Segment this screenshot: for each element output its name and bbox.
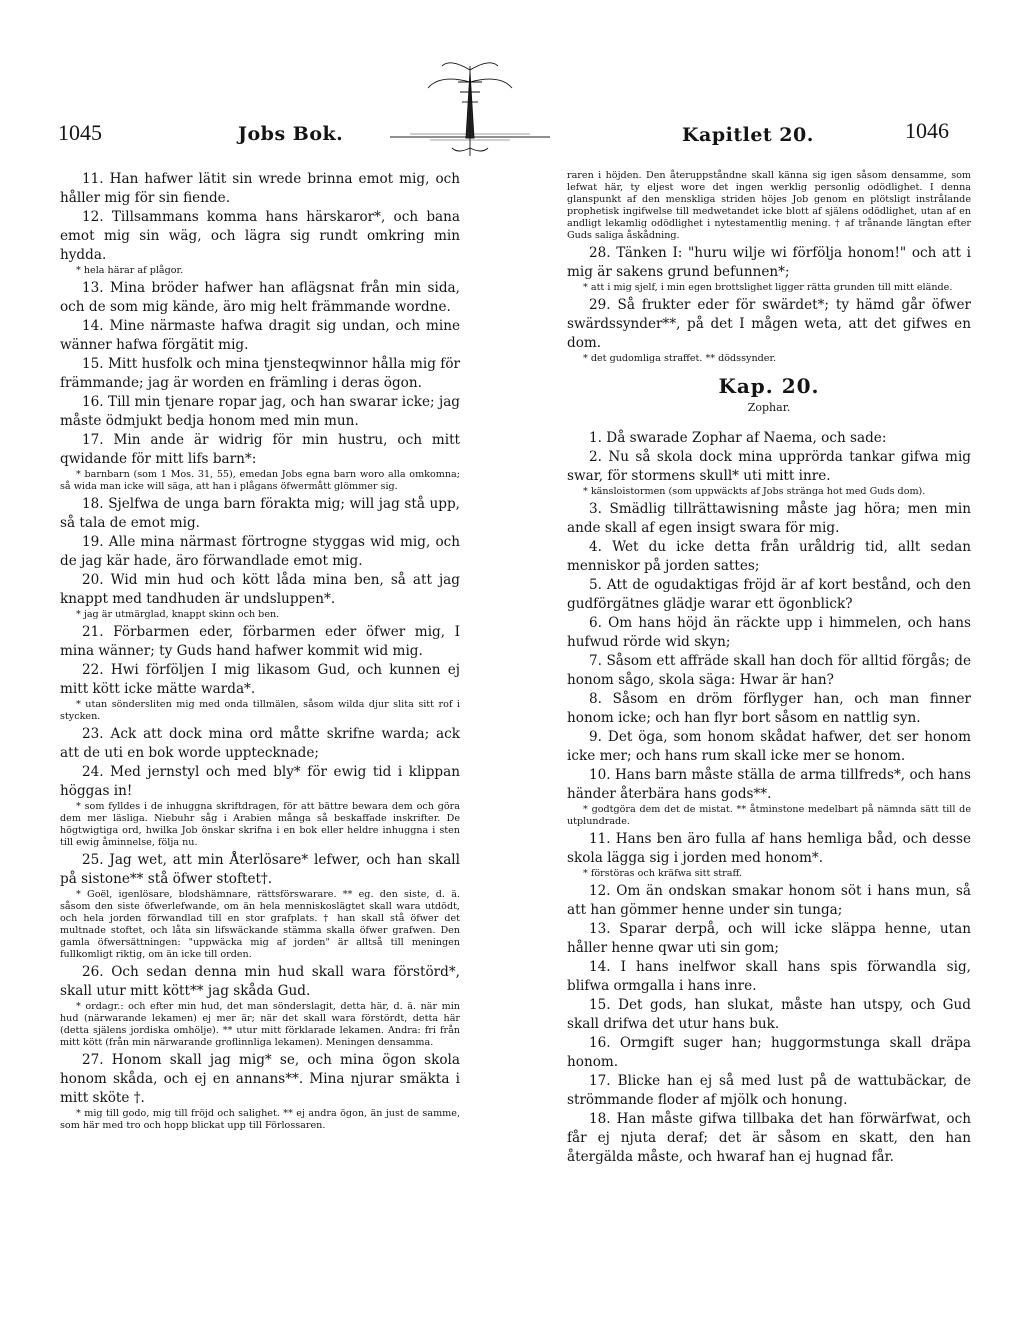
footnote: * mig till godo, mig till fröjd och salighet. ** ej andra ögon, än just de samme, som här med tro och hopp blickat upp till Förlossaren. [60, 1108, 460, 1131]
verse: 14. Mine närmaste hafwa dragit sig undan, och mine wänner hafwa förgätit mig. [60, 318, 460, 353]
verse: 4. Wet du icke detta från uråldrig tid, allt sedan menniskor på jorden sattes; [567, 539, 971, 574]
verse: 8. Såsom en dröm förflyger han, och man finner honom icke; och han flyr bort såsom en nattlig syn. [567, 691, 971, 726]
header-ornament-rule [370, 52, 570, 162]
verse: 23. Ack att dock mina ord måtte skrifne warda; ack att de uti en bok worde upptecknade; [60, 726, 460, 761]
footnote: * utan söndersliten mig med onda tillmälen, såsom wilda djur slita sitt rof i stycken. [60, 699, 460, 722]
verse: 9. Det öga, som honom skådat hafwer, det ser honom icke mer; och hans rum skall icke mer se honom. [567, 729, 971, 764]
verse: 12. Tillsammans komma hans härskaror*, och bana emot mig sin wäg, och lägra sig rundt omkring min hydda. [60, 209, 460, 263]
verse: 15. Mitt husfolk och mina tjensteqwinnor hålla mig för främmande; jag är worden en främling i deras ögon. [60, 356, 460, 391]
verse: 17. Min ande är widrig för min hustru, och mitt qwidande för mitt lifs barn*: [60, 432, 460, 467]
footnote: * barnbarn (som 1 Mos. 31, 55), emedan Jobs egna barn woro alla omkomna; så wida man icke will säga, att han i plågans öfwermått glömmer sig. [60, 469, 460, 492]
verse: 11. Han hafwer lätit sin wrede brinna emot mig, och håller mig för sin fiende. [60, 171, 460, 206]
verse: 18. Sjelfwa de unga barn förakta mig; will jag stå upp, så tala de emot mig. [60, 496, 460, 531]
verse: 17. Blicke han ej så med lust på de wattubäckar, de strömmande floder af mjölk och honung. [567, 1073, 971, 1108]
verse: 16. Till min tjenare ropar jag, och han swarar icke; jag måste ödmjukt bedja honom med min mun. [60, 394, 460, 429]
verse: 28. Tänken I: "huru wilje wi förfölja honom!" och att i mig är sakens grund befunnen*; [567, 245, 971, 280]
verse: 14. I hans inelfwor skall hans spis förwandla sig, blifwa ormgalla i hans inre. [567, 959, 971, 994]
verse: 10. Hans barn måste ställa de arma tillfreds*, och hans händer återbära hans gods**. [567, 767, 971, 802]
page-header [0, 0, 1024, 165]
left-running-title: Jobs Bok. [238, 123, 344, 145]
verse: 15. Det gods, han slukat, måste han utspy, och Gud skall drifwa det utur hans buk. [567, 997, 971, 1032]
verse: 6. Om hans höjd än räckte upp i himmelen, och hans hufwud rörde wid skyn; [567, 615, 971, 650]
chapter-speaker: Zophar. [747, 401, 791, 414]
verse: 19. Alle mina närmast förtrogne styggas wid mig, och de jag kär hade, äro förwandlade emot mig. [60, 534, 460, 569]
footnote: * det gudomliga straffet. ** dödssynder. [583, 353, 777, 364]
left-text-column [60, 170, 460, 1134]
verse: 22. Hwi förföljen I mig likasom Gud, och kunnen ej mitt kött icke mätte warda*. [60, 662, 460, 697]
verse: 7. Såsom ett affräde skall han doch för alltid förgås; de honom sågo, skola säga: Hwar är han? [567, 653, 971, 688]
left-page-number: 1045 [58, 120, 102, 145]
right-running-title: Kapitlet 20. [682, 124, 814, 146]
footnote: raren i höjden. Den återuppståndne skall känna sig igen såsom densamme, som lefwat här, ty eljest wore det ingen werklig personlig odödlighet. I denna glanspunkt af den menskliga striden höjes Job genom en plötsligt instrålande prophetisk ingifwelse till medwetandet icke blott af själens odödlighet, utan af en andligt lekamlig odödlighet i nytestamentlig mening. † af trånande längtan efter Guds saliga åskådning. [567, 170, 971, 241]
verse: 13. Sparar derpå, och will icke släppa henne, utan håller henne qwar uti sin gom; [567, 921, 971, 956]
verse: 24. Med jernstyl och med bly* för ewig tid i klippan höggas in! [60, 764, 460, 799]
footnote: * jag är utmärglad, knappt skinn och ben. [76, 609, 280, 620]
footnote: * förstöras och kräfwa sitt straff. [583, 868, 742, 879]
verse: 3. Smädlig tillrättawisning måste jag höra; men min ande skall af egen insigt swara för mig. [567, 501, 971, 536]
verse: 1. Då swarade Zophar af Naema, och sade: [589, 430, 887, 446]
chapter-heading: Kap. 20. [718, 374, 820, 398]
verse: 2. Nu så skola dock mina upprörda tankar gifwa mig swar, för stormens skull* uti mitt inre. [567, 449, 971, 484]
verse: 16. Ormgift suger han; huggormstunga skall dräpa honom. [567, 1035, 971, 1070]
footnote: * hela härar af plågor. [76, 265, 184, 276]
verse: 25. Jag wet, att min Återlösare* lefwer, och han skall på sistone** stå öfwer stoftet†. [60, 852, 460, 887]
footnote: * Goël, igenlösare, blodshämnare, rättsförswarare. ** eg. den siste, d. ä. såsom den siste öfwerlefwande, om än hela menniskoslägtet skall wara utdödt, och hela jorden förwandlad till en stor grafplats. † han skall stå öfwer det multnade stoftet, och låta sin lifswäckande stämma skalla öfwer grafwen. Den gamla öfwersättningen: "uppwäcka mig af jorden" är alltså till meningen fullkomligt riktig, om än icke till orden. [60, 889, 460, 960]
footnote: * som fylldes i de inhuggna skriftdragen, för att bättre bewara dem och göra dem mer läsliga. Niebuhr såg i Arabien många så beskaffade inskrifter. De högtwigtiga ord, hwilka Job önskar skrifna i en bok eller heldre inhuggna i sten till ewig åminnelse, följa nu. [60, 801, 460, 848]
footnote: * att i mig sjelf, i min egen brottslighet ligger rätta grunden till mitt elände. [583, 282, 953, 293]
verse: 11. Hans ben äro fulla af hans hemliga båd, och desse skola lägga sig i jorden med honom*. [567, 831, 971, 866]
right-text-column [567, 170, 971, 1167]
verse: 29. Så frukter eder för swärdet*; ty hämd går öfwer swärdssynder**, på det I mågen weta, att det gifwes en dom. [567, 297, 971, 351]
verse: 27. Honom skall jag mig* se, och mina ögon skola honom skåda, och ej en annans**. Mina njurar smäkta i mitt sköte †. [60, 1052, 460, 1106]
footnote: * ordagr.: och efter min hud, det man sönderslagit, detta här, d. ä. när min hud (närwarande lekamen) ej mer är; när det skall wara förstördt, detta här (detta själens jordiska omhölje). ** utur mitt förklarade lekamen. Andra: fri från mitt kött (från min närwarande groflinnliga lekamen). Meningen densamma. [60, 1001, 460, 1048]
verse: 26. Och sedan denna min hud skall wara förstörd*, skall utur mitt kött** jag skåda Gud. [60, 964, 460, 999]
verse: 13. Mina bröder hafwer han aflägsnat från min sida, och de som mig kände, äro mig helt främmande wordne. [60, 280, 460, 315]
verse: 20. Wid min hud och kött låda mina ben, så att jag knappt med tandhuden är undsluppen*. [60, 572, 460, 607]
footnote: * känsloistormen (som uppwäckts af Jobs stränga hot med Guds dom). [583, 486, 926, 497]
verse: 21. Förbarmen eder, förbarmen eder öfwer mig, I mina wänner; ty Guds hand hafwer kommit wid mig. [60, 624, 460, 659]
verse: 18. Han måste gifwa tillbaka det han förwärfwat, och får ej njuta deraf; det är såsom en skatt, den han återgälda måste, och hwaraf han ej hugnad får. [567, 1111, 971, 1165]
footnote: * godtgöra dem det de mistat. ** åtminstone medelbart på nämnda sätt till de utplundrade. [567, 804, 971, 827]
verse: 12. Om än ondskan smakar honom söt i hans mun, så att han gömmer henne under sin tunga; [567, 883, 971, 918]
verse: 5. Att de ogudaktigas fröjd är af kort bestånd, och den gudförgätnes glädje warar ett ögonblick? [567, 577, 971, 612]
right-page-number: 1046 [905, 118, 949, 143]
